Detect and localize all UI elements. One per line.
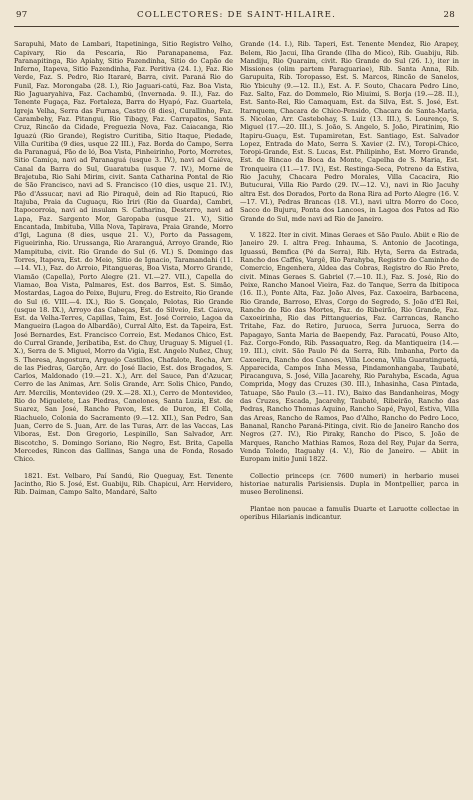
- paragraph: Plantae non paucae a famulis Duarte et Laruotte collectae in operibus Hilarianis indicantur.: [240, 504, 459, 522]
- column-number-right: 28: [443, 10, 455, 20]
- running-title: COLLECTORES: DE SAINT-HILAIRE.: [136, 10, 337, 20]
- page-header: [14, 8, 459, 24]
- left-column: [14, 32, 233, 774]
- two-column-body: [14, 32, 459, 774]
- paragraph: Grande (14. I.), Rib. Taperi, Est. Tenente Mendez, Rio Arapey, Belem, Rio Jacui, Ilha Grande (Ilha do Mico), Rib. Guabiju, Rib. Mandiju, Rio Quaraim, civit. Rio Grande do Sul (26. I.), iter in Missiones (olim partem Paraguariae), Rib. Santa Anna, Rib. Garupuita, Rib. Toropasso, Est. S. Marcos, Rincão de Sanelos, Rio Ybicuhy (9.—12. II.), Est. A. F. Souto, Chacara Pedro Lino, Faz. Salto, Faz. do Dommelo, Rio Miuimi, S. Borja (19.—28. II.), Est. Santo-Rei, Rio Camaquam, Est. da Silva, Est. S. José, Est. Itarnquem, Chacara de Chico-Pensido, Chacara de Santa-Maria, S. Nicolao, Arr. Castebohay, S. Luiz (13. III.), S. Lourenço, S. Miguel (17.—20. III.), S. João, S. Angelo, S. João, Piratinim, Rio Itapiru-Guaçu, Est. Tupamiretan, Est. Santiago, Est. Salvador Lopez, Entrada do Mato, Serra S. Xavier (2. IV.), Toropi-Chico, Toropi-Grande, Est. S. Lucas, Est. Philipinho, Est. Morro Grande, Est. de Rincao da Boca da Monte, Capelha de S. Maria, Est. Tronqueira (11.—17. IV.), Est. Restinga-Seca, Potreno da Estiva, Rio Jacuhy, Chacara Pedro Morales, Villa Cacacira, Rio Butucurai, Villa Rio Pardo (29. IV.—12. V.), navi in Rio Jacuhy altra Est. dos Dorados, Porto da Rona Rira ad Porto Alegre (16. V.—17. VI.), Pedras Brancas (18. VI.), navi ultra Morro do Coco, Sacco do Bujuru, Ponta dos Lancoes, in Lagoa dos Patos ad Rio Grande do Sul, mde navi ad Rio de Janeiro.: [240, 40, 459, 223]
- paragraph: Sarapuhi, Mato de Lambari, Itapetininga, Sitio Registro Velho, Capivary, Rio da Pescaria, Rio Paranapanema, Faz. Paranapitinga, Rio Apiahy, Sitio Fazendinha, Sitio do Capão de Inferno, Itapeva, Sitio Fazendinha, Faz. Peritiva (24. I.), Faz. Rio Verde, Faz. S. Pedro, Rio Itararé, Barra, civit. Paraná Rio do Funil, Faz. Morongaba (28. I.), Rio Jaguari-catú, Faz. Boa Vista, Rio Jaguaryahiva, Faz. Cachambú, (Invernada. 9. II.), Faz. do Tenente Fugaça, Faz. Fortaleza, Barra do Hyapó, Faz. Guartela, Igreja Velha, Serra das Furnas, Castro (8 dies), Curallinho, Faz. Carambehy, Faz. Pitangui, Rio Tibagy, Faz. Carrapatos, Santa Cruz, Rincão da Cidade, Freguezia Nova, Faz. Caiacanga, Rio Iguazú (Rio Grande), Registro Curitiba, Sitio Itaque, Piedade, Villa Curitiba (9 dies, usque 22 III.), Faz. Borda do Campo, Serra da Paranaguá, Pão de ló, Boa Vista, Pinheirinho, Porto, Morretes, Sitio Camiça, navi ad Paranaguá (usque 3. IV.), navi ad Caiéva, Canal da Barra do Sul, Guaratuba (usque 7. IV.), Morne de Brajetuba, Rio Sahi Mirim, civit. Santa Catharina Pontal de Rio de São Francisco, navi ad S. Francisco (10 dies, usque 21. IV.), Pão d'Assucar, navi ad Rio Piraquê, dein ad Rio Itapucú, Rio Itajuba, Praia da Cuguaçu, Rio Iriri (Rio da Guarda), Cambri, Itapocorroia, navi ad insulam S. Catharina, Desterro, navi ad Lapa, Faz. Sargento Mor, Garopaba (usque 21. V.), Sitio Encantada, Imbituba, Villa Nova, Tapirava, Praia Grande, Morro d'Igi, Laguna (8 dies, usque 21. V.), Porto da Passagem, Figueirinha, Rio. Urussanga, Rio Araranguá, Arroyo Grande, Rio Mampituba, civit. Rio Grande do Sul (6. VI.) S. Domingo das Torres, Itapeva, Est. do Meio, Sitio de Ignacio, Taramandahi (11.—14. VI.), Faz. do Arroio, Pitangueras, Boa Vista, Morro Grande, Viamão (Capella), Porto Alegre (21. VI.—27. VII.), Capella do Viamao, Boa Vista, Palmares, Est. dos Barros, Est. S. Simão, Mostardas, Lagoa do Peixe, Bujuru, Freg. do Estreito, Rio Grande do Sul (6. VIII.—4. IX.), Rio S. Gonçalo, Pelotas, Rio Grande (usque 18. IX.), Arroyo das Cabeças, Est. do Silveio, Est. Caiova, Est. da Velha-Terres, Capillas, Taim, Est. José Correio, Lagoa da Mangueira (Lagoa do Albardão), Curral Alto, Est. da Tapeira, Est. José Bernardes, Est. Francisco Correio, Est. Medanos Chico, Est. do Curral Grande, Jeribatiba, Est. do Chuy, Uruguay S. Miguel (1. X.), Serra de S. Miguel, Morro da Vigia, Est. Angelo Nuñez, Chuy, S. Theresa, Angostura, Arguejo Castillos, Chafalote, Rocha, Arr. de las Piedras, Garção, Arr. do José Ilacio, Est. dos Bragados, S. Carlos, Maldonado (19.—21. X.), Arr. del Sauce, Pan d'Azucar, Cerro de las Animas, Arr. Solis Grande, Arr. Solis Chico, Pando, Arr. Mercilis, Montevideo (29. X.—28. XI.), Cerro de Montevideo, Rio do Miguelete, Las Piedras, Canelones, Santa Luzia, Est. de Suarez, San José, Rancho Pavon, Est. de Duron, El Colla, Riachuelo, Colonia do Sacramento (9.—12. XII.), San Pedro, San Juan, Cerro de S. Juan, Arr. de las Turas, Arr. de las Vaccas, Las Viboras, Est. Don Gregorio, Lespinillo, San Salvador, Arr. Biscotcho, S. Domingo Soriano, Rio Negro, Est. Brita, Capella Mercedes, Rincon das Gallinas, Sanga una de Fonda, Rosado Chico.: [14, 40, 233, 464]
- header-rule: [14, 26, 459, 27]
- column-number-left: 97: [16, 10, 28, 20]
- paragraph: 1821. Est. Velbaro, Paí Sandú, Rio Queguay, Est. Tenente Jacintho, Rio S. José, Est. Guabiju, Rib. Chapicui, Arr. Hervidero, Rib. Daiman, Campo Salto, Mandaré, Salto: [14, 471, 233, 497]
- right-column: [240, 32, 459, 774]
- paragraph: V. 1822. Iter in civit. Minas Geraes et São Paulo. Abiit e Rio de Janeiro 29. I. altra Freg. Inhauma, S. Antonio de Jacotinga, Iguassú, Bemfica (Pé da Serra), Rib. Hyta, Serra da Estrada, Rancho dos Caffés, Vargê, Rio Parahyba, Registro do Caminho de Comercio, Engenhera, Aldea das Cobras, Registro do Rio Preto, civit. Minas Geraes S. Gabriel (7.—10. II.), Faz. S. José, Rio do Peixe, Rancho Manoel Vieira, Faz. do Tanque, Serra da Ibitipoca (16. II.), Ponte Alta, Faz. João Alves, Faz. Caxoeira, Barbacena, Rio Grande, Barroso, Elvas, Corgo do Segredo, S. João d'El Rei, Rancho do Rio das Mortes, Faz. do Ribeirão, Rio Grande, Faz. Caxoeirinha, Rio das Pittanguerias, Faz. Carrancas, Rancho Tritahe, Faz. do Retiro, Juruoca, Serra Juruoca, Serra do Papagayo, Santa Maria de Baependy, Faz. Paracatú, Pouso Alto, Faz. Corgo-Fondo, Rib. Passaquatro, Reg. da Mantiqueira (14.—19. III.), civit. São Paulo Pé da Serra, Rib. Imbanha, Porto da Caxoeira, Rancho dos Canoes, Villa Locena, Villa Guaratinguetá, Apparecida, Campos Inha Messa, Pindamonhangaba, Taubaté, Piracanguva, S. José, Villa Jacarehy, Rio Parahyba, Escada, Agua Comprida, Mogy das Cruzes (30. III.), Inhasinha, Casa Pintada, Tatuape, São Paulo (3.—11. IV.), Baixo das Bandanheiras, Mogy das Cruzes, Escada, Jacarehy, Taubaté, Ribeirão, Rancho das Pedras, Rancho Thomas Aquino, Rancho Sapé, Payol, Estiva, Villa das Areas, Rancho de Ramos, Pao d'Alho, Rancho do Pedro Loco, Bananal, Rancho Paraná-Pitinga, civit. Rio de Janeiro Rancho dos Negros (27. IV.), Rio Piraky, Rancho do Pisco, S. João de Marques, Rancho Mathias Ramos, Roza del Rey, Pujar da Serra, Venda Toledo, Itaguahy (4. V.), Rio de Janeiro. — Abiit in Europam initio Junii 1822.: [240, 231, 459, 464]
- paragraph: Collectio princeps (cr. 7600 numeri) in herbario musei historiae naturalis Parisiensis. Dupla in Montpellier, parca in museo Berolinensi.: [240, 471, 459, 497]
